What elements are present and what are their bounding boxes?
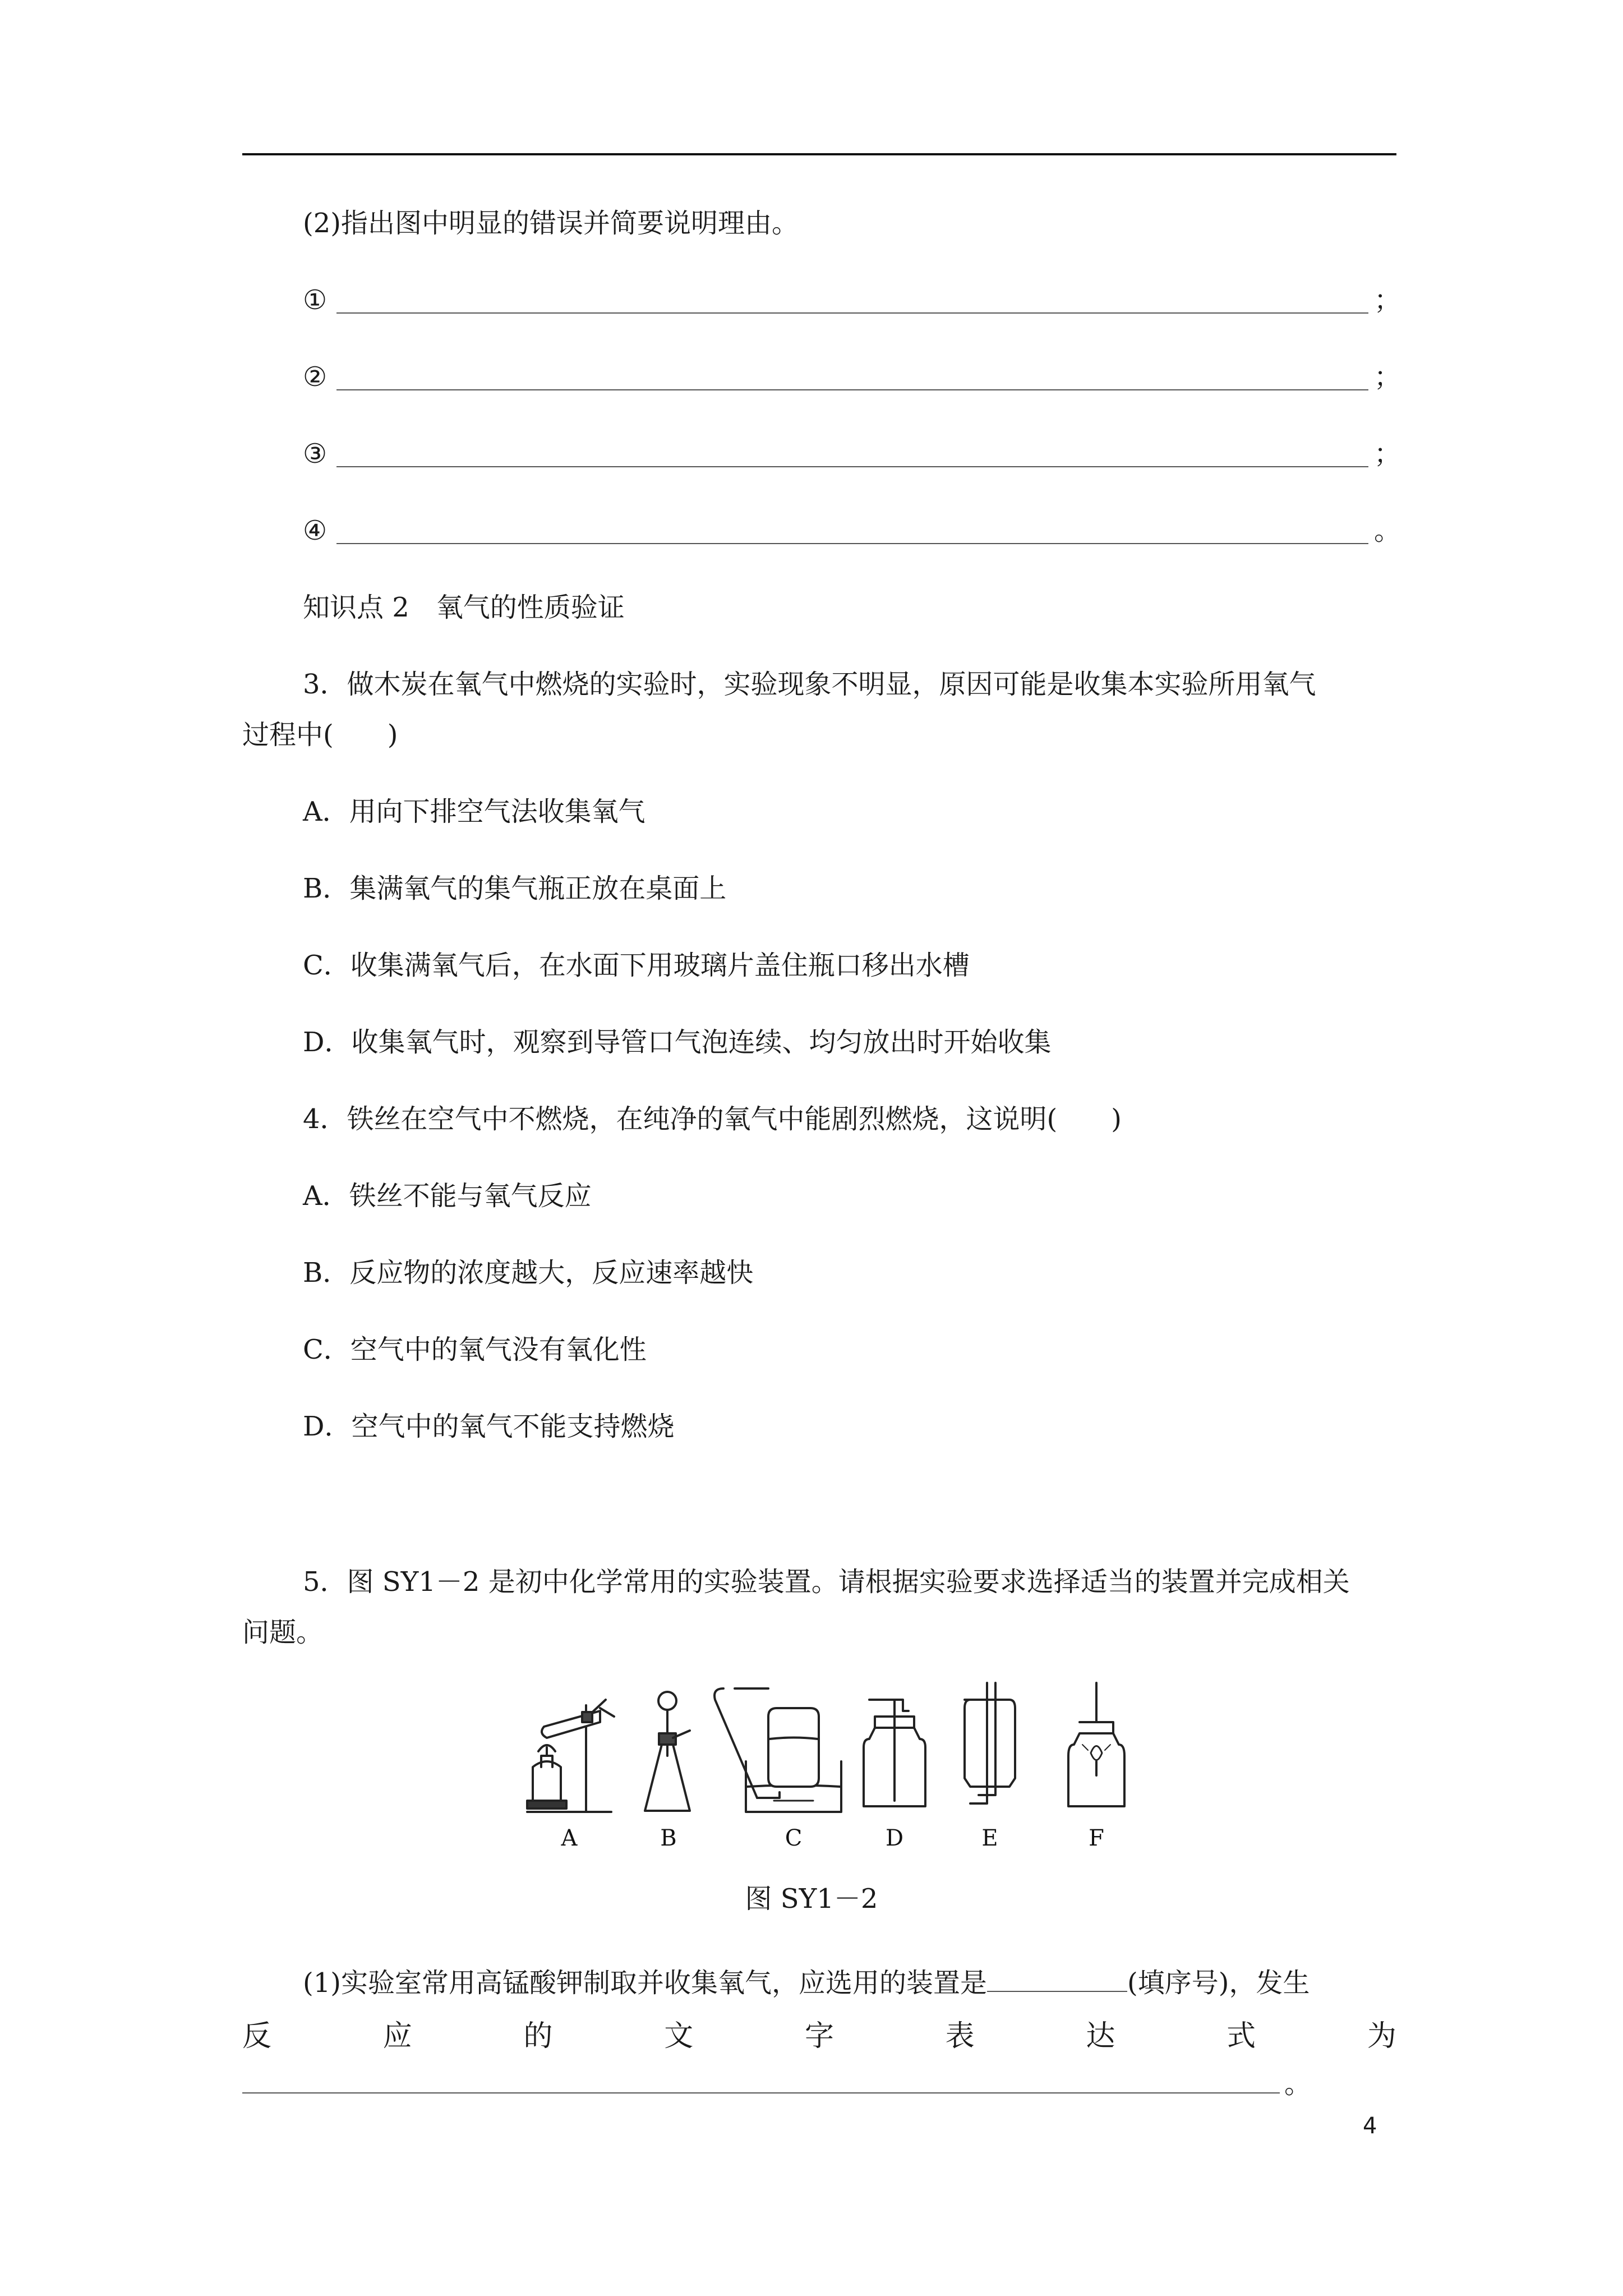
q3-stem-line1: 3．做木炭在氧气中燃烧的实验时，实验现象不明显，原因可能是收集本实验所用氧气 [303, 669, 1316, 700]
answer-end-3: ； [1374, 438, 1401, 470]
q3-stem-line2: 过程中( ) [242, 719, 398, 751]
q5-stem-line1: 5．图 SY1－2 是初中化学常用的实验装置。请根据实验要求选择适当的装置并完成相关 [303, 1566, 1350, 1598]
answer-end-2: ； [1374, 361, 1401, 393]
q5-sub1-char: 式 [1227, 2019, 1256, 2053]
answer-marker-2: ② [303, 361, 328, 393]
q5-sub1-char: 应 [382, 2019, 412, 2053]
answer-end-4: 。 [1374, 515, 1401, 546]
q5-sub1-char: 的 [523, 2019, 553, 2053]
answer-marker-3: ③ [303, 438, 328, 470]
figure-caption: 图 SY1－2 [745, 1883, 878, 1915]
section-title: 知识点 2 氧气的性质验证 [303, 592, 625, 623]
q5-sub1-end: 。 [1284, 2068, 1312, 2100]
figure-label-e: E [981, 1825, 998, 1851]
q3-option-b: B．集满氧气的集气瓶正放在桌面上 [303, 873, 727, 904]
q5-sub1-line2 [242, 2017, 1396, 2056]
q2-part2-prompt: (2)指出图中明显的错误并简要说明理由。 [303, 208, 799, 239]
q4-option-d: D．空气中的氧气不能支持燃烧 [303, 1411, 675, 1442]
q4-option-a: A．铁丝不能与氧气反应 [303, 1180, 592, 1212]
apparatus-c-icon [714, 1688, 841, 1812]
q5-sub1-equation-blank[interactable] [242, 2092, 1280, 2093]
answer-blank-2[interactable] [336, 389, 1368, 390]
answer-marker-1: ① [303, 284, 328, 316]
q3-option-d: D．收集氧气时，观察到导管口气泡连续、均匀放出时开始收集 [303, 1027, 1052, 1058]
q5-sub1-char: 为 [1367, 2019, 1396, 2053]
page-number: 4 [1363, 2113, 1377, 2139]
apparatus-d-icon [864, 1700, 925, 1806]
figure-label-b: B [660, 1825, 677, 1851]
figure-label-c: C [785, 1825, 803, 1851]
answer-end-1: ； [1374, 284, 1401, 316]
q3-option-c: C．收集满氧气后，在水面下用玻璃片盖住瓶口移出水槽 [303, 950, 970, 981]
answer-blank-1[interactable] [336, 312, 1368, 314]
answer-blank-3[interactable] [336, 466, 1368, 467]
figure-label-f: F [1089, 1825, 1104, 1851]
q4-option-b: B．反应物的浓度越大，反应速率越快 [303, 1257, 754, 1289]
q5-sub1-char: 文 [664, 2019, 694, 2053]
q3-option-a: A．用向下排空气法收集氧气 [303, 796, 645, 827]
figure-label-a: A [561, 1825, 578, 1851]
q4-stem: 4．铁丝在空气中不燃烧，在纯净的氧气中能剧烈燃烧，这说明( ) [303, 1103, 1122, 1135]
header-rule [242, 153, 1396, 155]
q5-sub1-blank[interactable] [987, 1968, 1127, 1992]
q5-sub1-char: 表 [945, 2019, 975, 2053]
q5-sub1-line1 [303, 1966, 1310, 2000]
q4-option-c: C．空气中的氧气没有氧化性 [303, 1334, 647, 1365]
q5-stem-line2: 问题。 [242, 1617, 324, 1648]
figure-label-d: D [885, 1825, 904, 1851]
answer-blank-4[interactable] [336, 543, 1368, 544]
apparatus-figure [522, 1677, 1166, 1851]
apparatus-e-icon [965, 1683, 1015, 1803]
q5-sub1-char: 达 [1086, 2019, 1115, 2053]
apparatus-a-icon [527, 1700, 614, 1812]
q5-sub1-char: 字 [804, 2019, 834, 2053]
answer-marker-4: ④ [303, 515, 328, 546]
q5-sub1-before: (1)实验室常用高锰酸钾制取并收集氧气，应选用的装置是 [303, 1967, 987, 1999]
apparatus-b-icon [645, 1692, 690, 1811]
q5-sub1-after: (填序号)，发生 [1127, 1967, 1310, 1999]
q5-sub1-char: 反 [242, 2019, 272, 2053]
apparatus-f-icon [1068, 1683, 1124, 1806]
